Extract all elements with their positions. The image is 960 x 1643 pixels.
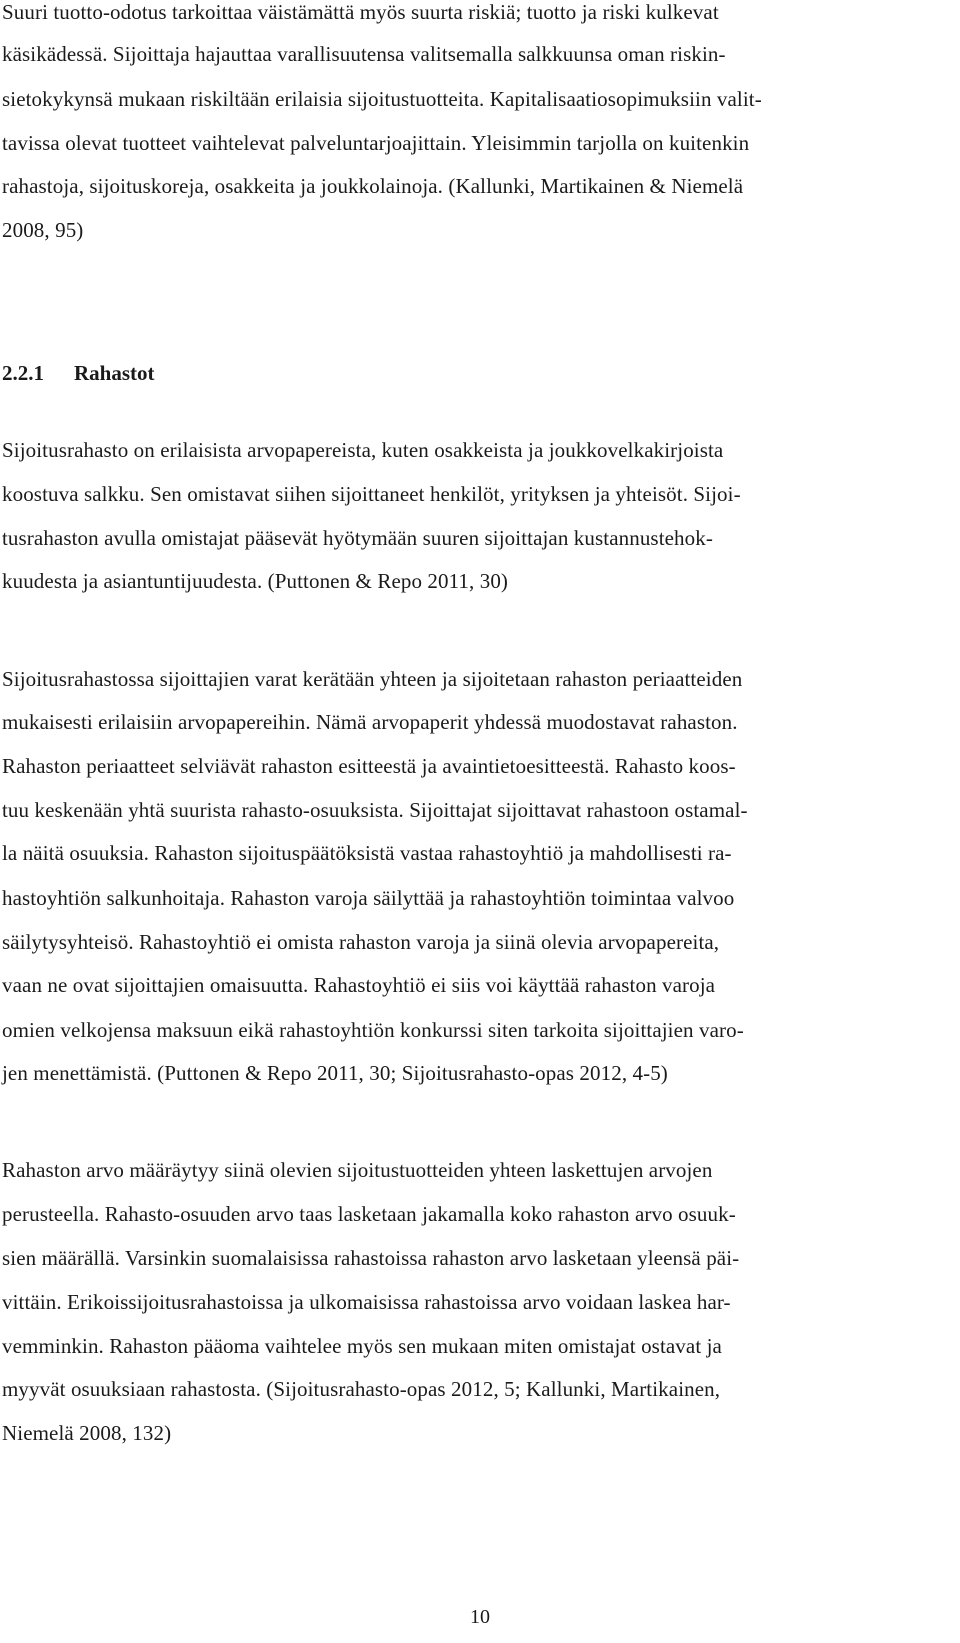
text-line: sietokykynsä mukaan riskiltään erilaisia sijoitustuotteita. Kapitalisaatiosopimuksiin valit- [2,87,762,111]
text-line: sien määrällä. Varsinkin suomalaisissa rahastoissa rahaston arvo lasketaan yleensä päi- [2,1246,740,1270]
text-line: vaan ne ovat sijoittajien omaisuutta. Rahastoyhtiö ei siis voi käyttää rahaston varoja [2,973,716,997]
text-line: tusrahaston avulla omistajat pääsevät hyötymään suuren sijoittajan kustannustehok- [2,526,713,550]
text-line: säilytysyhteisö. Rahastoyhtiö ei omista rahaston varoja ja siinä olevia arvopapereita, [2,930,720,954]
section-heading [2,360,155,386]
text-line: vemminkin. Rahaston pääoma vaihtelee myös sen mukaan miten omistajat ostavat ja [2,1334,722,1358]
text-line: Sijoitusrahastossa sijoittajien varat kerätään yhteen ja sijoitetaan rahaston periaatteiden [2,667,743,691]
text-line: käsikädessä. Sijoittaja hajauttaa varallisuutensa valitsemalla salkkuunsa oman riskin- [2,42,726,66]
text-line: Suuri tuotto-odotus tarkoittaa väistämättä myös suurta riskiä; tuotto ja riski kulkevat [2,0,719,24]
text-line: myyvät osuuksiaan rahastosta. (Sijoitusrahasto-opas 2012, 5; Kallunki, Martikainen, [2,1377,721,1401]
text-line: hastoyhtiön salkunhoitaja. Rahaston varoja säilyttää ja rahastoyhtiön toimintaa valvoo [2,886,735,910]
page-number: 10 [470,1606,490,1628]
text-line: jen menettämistä. (Puttonen & Repo 2011, 30; Sijoitusrahasto-opas 2012, 4-5) [2,1061,668,1085]
text-line: koostuva salkku. Sen omistavat siihen sijoittaneet henkilöt, yrityksen ja yhteisöt. Sijoi- [2,482,741,506]
text-line: vittäin. Erikoissijoitusrahastoissa ja ulkomaisissa rahastoissa arvo voidaan laskea har- [2,1290,731,1314]
section-number: 2.2.1 [2,361,44,385]
text-line: Niemelä 2008, 132) [2,1421,172,1445]
text-line: la näitä osuuksia. Rahaston sijoituspäätöksistä vastaa rahastoyhtiö ja mahdollisesti ra- [2,841,732,865]
text-line: rahastoja, sijoituskoreja, osakkeita ja joukkolainoja. (Kallunki, Martikainen & Niemelä [2,174,744,198]
text-line: Sijoitusrahasto on erilaisista arvopapereista, kuten osakkeista ja joukkovelkakirjoista [2,438,724,462]
text-line: tuu keskenään yhtä suurista rahasto-osuuksista. Sijoittajat sijoittavat rahastoon ostamal- [2,798,748,822]
text-line: Rahaston periaatteet selviävät rahaston esitteestä ja avaintietoesitteestä. Rahasto koos- [2,754,736,778]
text-line: perusteella. Rahasto-osuuden arvo taas lasketaan jakamalla koko rahaston arvo osuuk- [2,1202,736,1226]
text-line: mukaisesti erilaisiin arvopapereihin. Nämä arvopaperit yhdessä muodostavat rahaston. [2,710,738,734]
text-line: kuudesta ja asiantuntijuudesta. (Puttonen & Repo 2011, 30) [2,569,509,593]
section-title: Rahastot [74,361,155,385]
text-line: Rahaston arvo määräytyy siinä olevien sijoitustuotteiden yhteen laskettujen arvojen [2,1158,713,1182]
text-line: tavissa olevat tuotteet vaihtelevat palveluntarjoajittain. Yleisimmin tarjolla on kuitenkin [2,131,750,155]
text-line: 2008, 95) [2,218,84,242]
text-line: omien velkojensa maksuun eikä rahastoyhtiön konkurssi siten tarkoita sijoittajien varo- [2,1018,744,1042]
